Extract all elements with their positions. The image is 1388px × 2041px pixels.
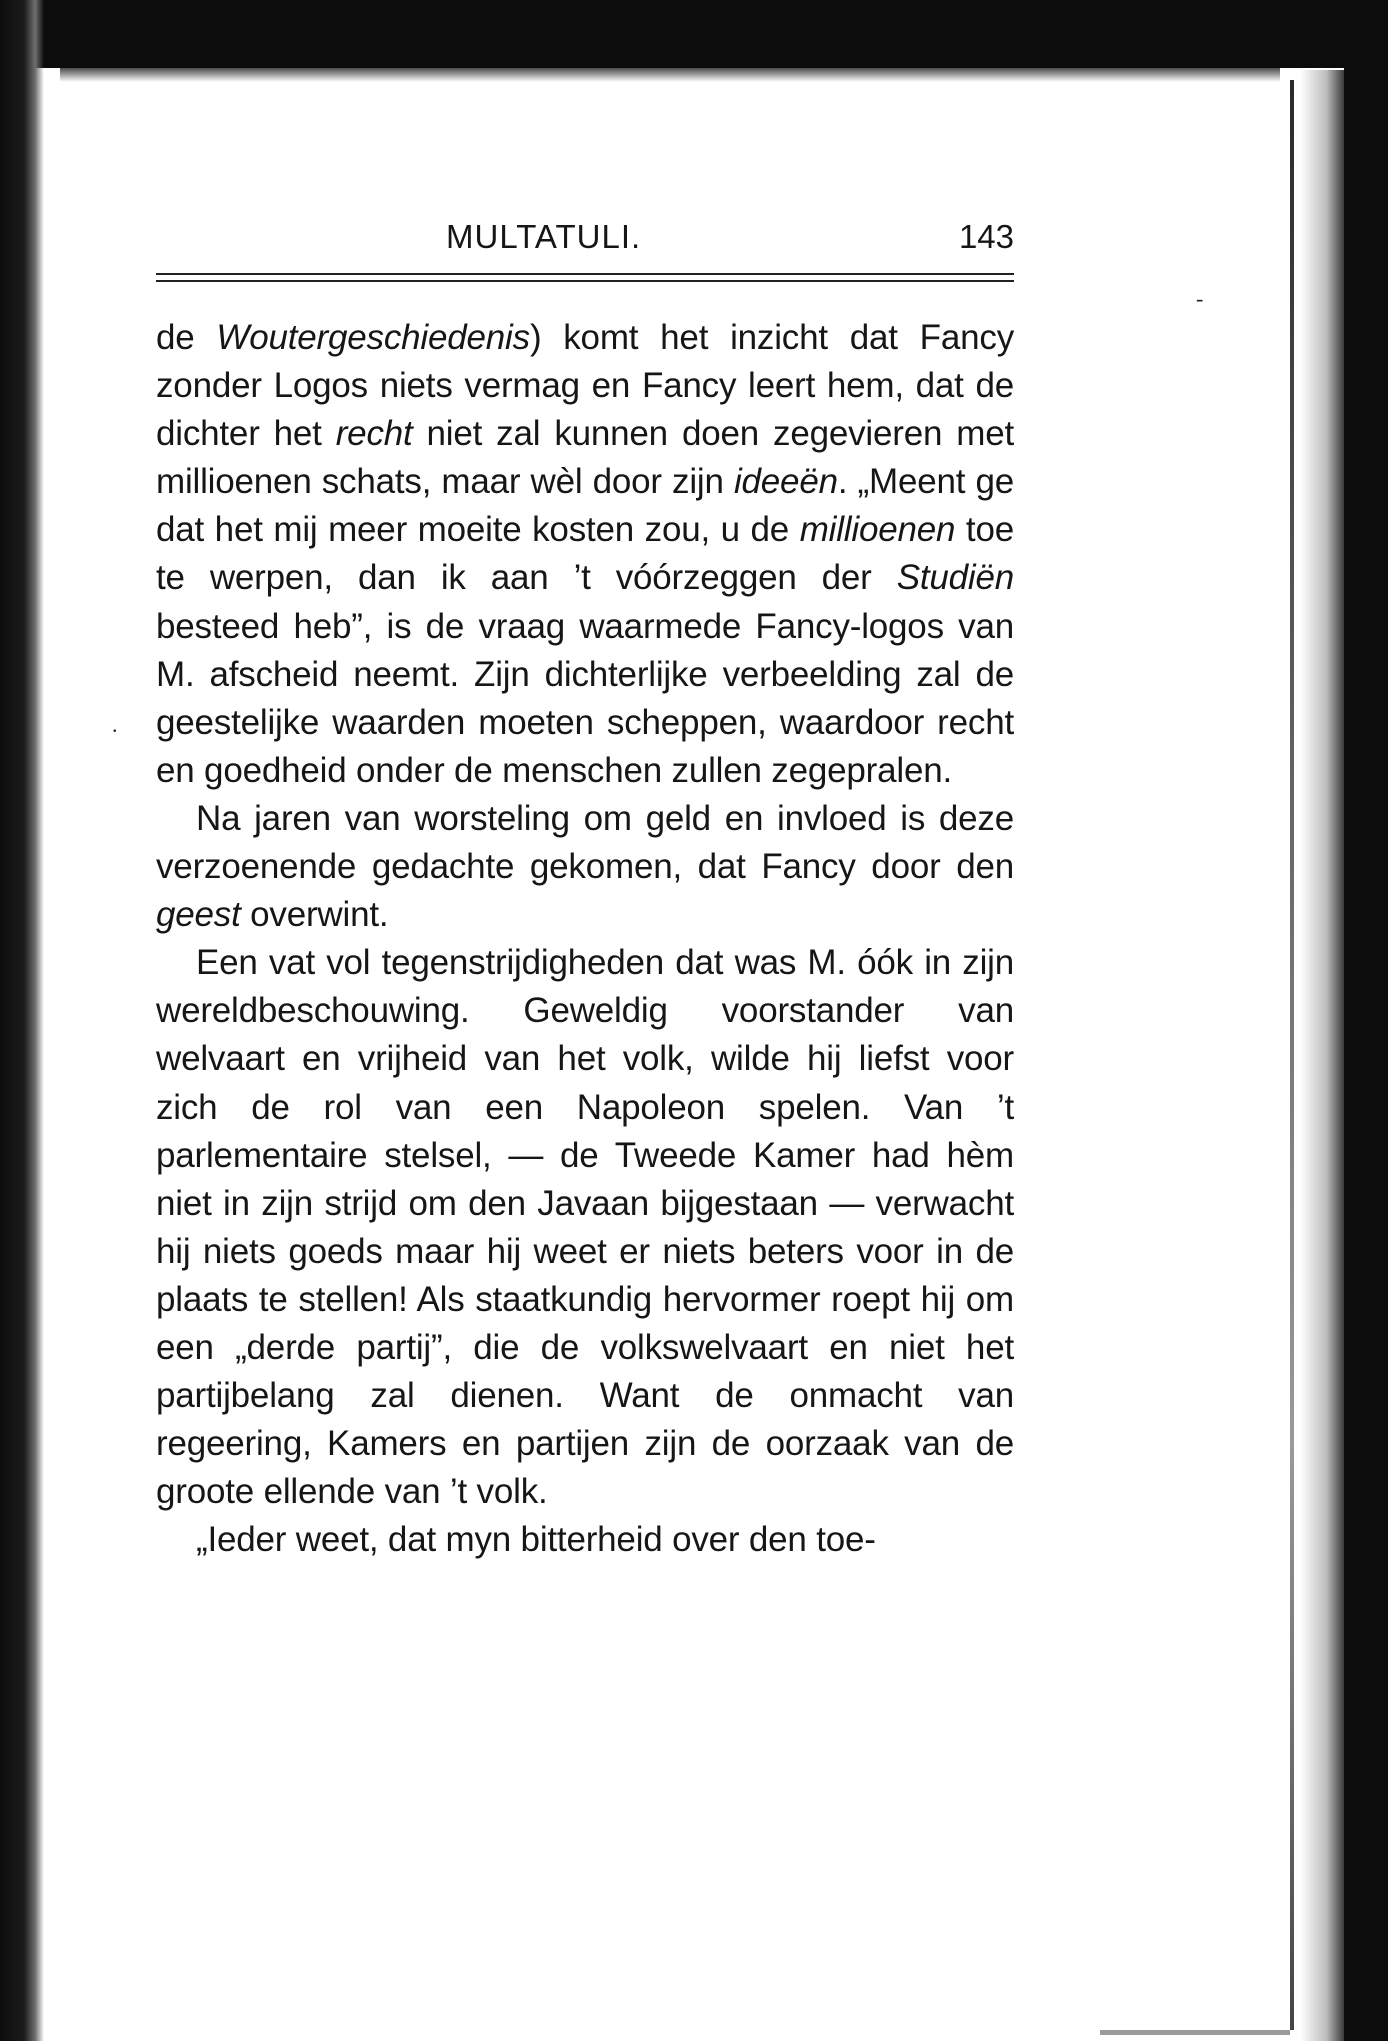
scan-speck: .	[112, 712, 118, 737]
running-head	[156, 218, 1014, 262]
header-rule	[156, 280, 1014, 282]
scan-left-border	[0, 0, 44, 2041]
page-edge-line	[1290, 80, 1294, 2030]
italic-phrase: millioenen	[799, 510, 956, 550]
italic-phrase: ideeën	[733, 462, 838, 502]
scan-bottom-mark	[1100, 2030, 1290, 2035]
text-run: Een vat vol tegenstrijdigheden dat was M. óók in zijn wereldbeschouwing. Geweldig voorstander van welvaart en vrijheid van het volk, wilde hij liefst voor zich de rol van een Napoleon spelen. Van ’t parlementaire stelsel, — de Tweede Kamer had hèm niet in zijn strijd om den Javaan bijgestaan — verwacht hij niets goeds maar hij weet er niets beters voor in de plaats te stellen! Als staatkundig hervormer roept hij om een „derde partij”, die de volkswelvaart en niet het partijbelang zal dienen. Want de onmacht van regeering, Kamers en partijen zijn de oorzaak van de groote ellende van ’t volk.	[156, 943, 1014, 1512]
scan-right-border	[1344, 0, 1388, 2041]
text-run: Na jaren van worsteling om geld en invloed is deze verzoenende gedachte gekomen, dat Fancy door den	[156, 798, 1014, 887]
text-run: toe te werpen, dan ik aan ’t vóórzeggen der	[156, 510, 1014, 598]
text-run: niet zal kunnen doen zegevieren met millioenen schats, maar wèl door zijn	[156, 414, 1014, 502]
page-number: 143	[958, 218, 1014, 255]
paragraph	[156, 795, 1014, 939]
text-run: besteed heb”, is de vraag waarmede Fancy-logos van M. afscheid neemt. Zijn dichterlijke verbeelding zal de geestelijke waarden moeten scheppen, waardoor recht en goedheid onder de menschen zullen zegepralen.	[156, 606, 1014, 790]
italic-phrase: geest	[156, 895, 241, 935]
scan-top-border	[0, 0, 1388, 68]
text-run: de	[156, 318, 217, 357]
text-run: ) komt het inzicht dat Fancy zonder Logos niets vermag en Fancy leert hem, dat de dichter het	[156, 318, 1014, 454]
header-title: MULTATULI.	[446, 218, 642, 255]
text-run: overwint.	[240, 895, 389, 935]
scan-right-shadow	[1300, 70, 1344, 2041]
italic-phrase: Studiën	[896, 558, 1014, 598]
text-run: . „Meent ge dat het mij meer moeite kosten zou, u de	[156, 462, 1014, 550]
header-rule	[156, 273, 1014, 275]
italic-phrase: recht	[335, 414, 413, 454]
paragraph	[156, 1516, 1014, 1564]
paragraph	[156, 314, 1014, 795]
paragraph	[156, 939, 1014, 1516]
scan-top-shadow	[60, 68, 1280, 82]
italic-phrase: Woutergeschiedenis	[216, 318, 530, 357]
body-text	[156, 314, 1014, 1564]
scan-speck: -	[1196, 286, 1204, 311]
text-run: „Ieder weet, dat myn bitterheid over den toe-	[196, 1520, 876, 1560]
